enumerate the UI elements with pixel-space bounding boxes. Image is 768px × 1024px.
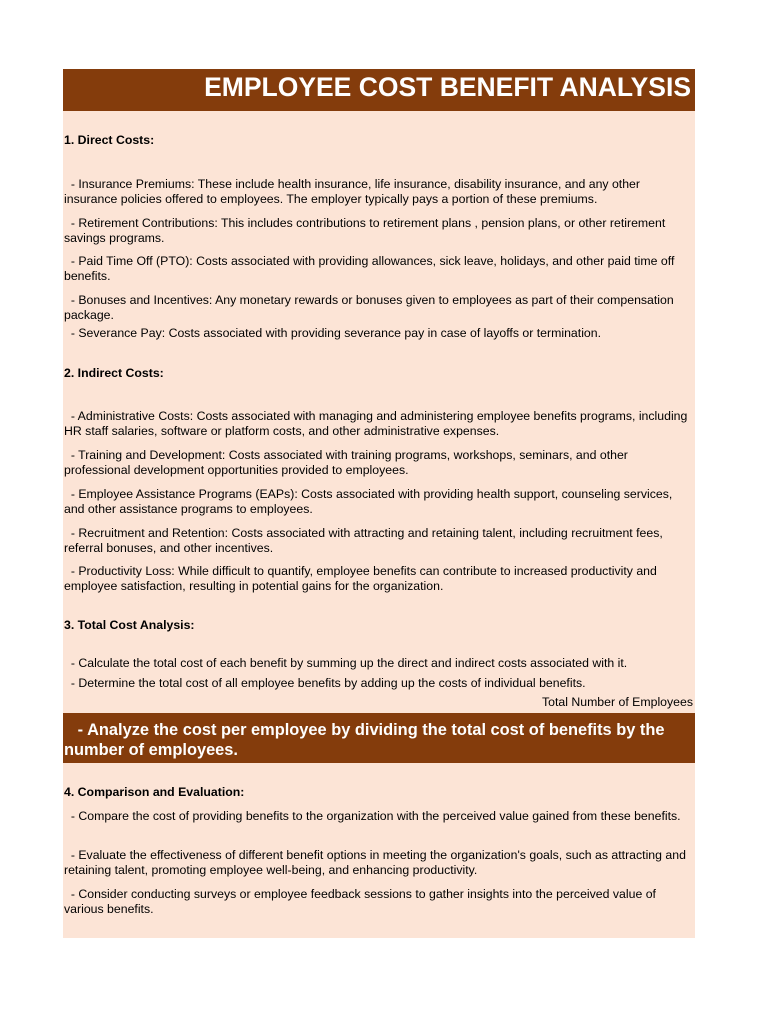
worksheet [63,69,695,938]
list-item: - Consider conducting surveys or employee feedback sessions to gather insights into the perceived value of various benefits. [64,887,660,916]
callout-banner [63,713,695,763]
section-heading-total-cost: 3. Total Cost Analysis: [64,618,195,632]
list-item: - Determine the total cost of all employee benefits by adding up the costs of individual benefits. [64,676,586,690]
total-employees-label: Total Number of Employees [541,695,693,709]
page-title: EMPLOYEE COST BENEFIT ANALYSIS [204,72,691,102]
list-item: - Training and Development: Costs associated with training programs, workshops, seminars, and other professional development opportunities provided to employees. [64,448,632,477]
list-item: - Severance Pay: Costs associated with providing severance pay in case of layoffs or termination. [64,326,602,340]
section-heading-comparison: 4. Comparison and Evaluation: [64,785,245,799]
title-bar [63,69,695,111]
list-item: - Compare the cost of providing benefits to the organization with the perceived value gained from these benefits. [64,809,681,823]
list-item: - Insurance Premiums: These include health insurance, life insurance, disability insurance, and any other insurance policies offered to employees. The employer typically pays a portion of these premiums. [64,177,644,206]
list-item: - Productivity Loss: While difficult to quantify, employee benefits can contribute to increased productivity and employee satisfaction, resulting in potential gains for the organization. [64,564,661,593]
list-item: - Retirement Contributions: This includes contributions to retirement plans , pension plans, or other retirement savings programs. [64,216,669,245]
section-heading-direct-costs: 1. Direct Costs: [64,133,155,147]
list-item: - Bonuses and Incentives: Any monetary rewards or bonuses given to employees as part of their compensation package. [64,293,678,322]
list-item: - Paid Time Off (PTO): Costs associated with providing allowances, sick leave, holidays, and other paid time off benefits. [64,254,678,283]
list-item: - Recruitment and Retention: Costs associated with attracting and retaining talent, including recruitment fees, referral bonuses, and other incentives. [64,526,667,555]
list-item: - Employee Assistance Programs (EAPs): Costs associated with providing health support, counseling services, and other assistance programs to employees. [64,487,676,516]
list-item: - Administrative Costs: Costs associated with managing and administering employee benefits programs, including HR staff salaries, software or platform costs, and other administrative expenses. [64,409,691,438]
list-item: - Calculate the total cost of each benefit by summing up the direct and indirect costs associated with it. [64,656,628,670]
list-item: - Evaluate the effectiveness of different benefit options in meeting the organization's goals, such as attracting and retaining talent, promoting employee well-being, and enhancing productivity. [64,848,690,877]
section-heading-indirect-costs: 2. Indirect Costs: [64,366,164,380]
callout-text: - Analyze the cost per employee by dividing the total cost of benefits by the number of employees. [64,721,670,759]
